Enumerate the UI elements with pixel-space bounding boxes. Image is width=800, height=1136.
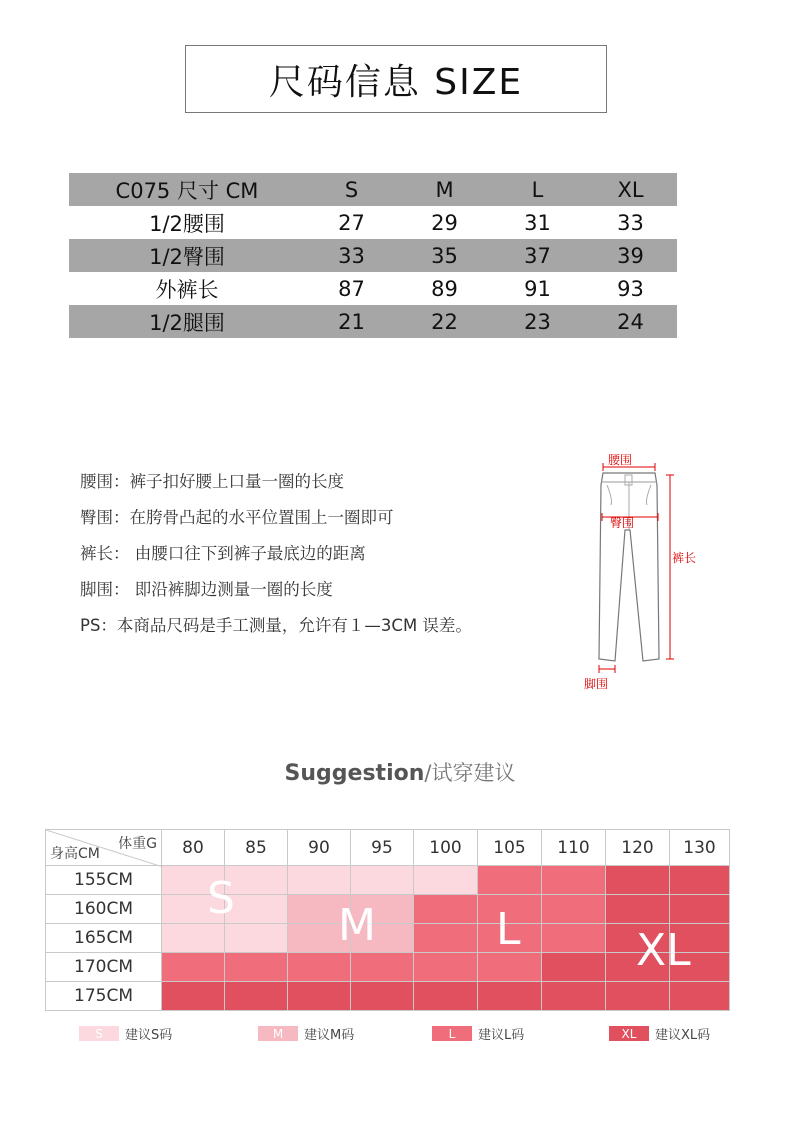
suggestion-title-en: Suggestion <box>284 761 425 786</box>
big-letter-xl: XL <box>636 925 691 976</box>
row-label: 1/2腿围 <box>149 310 225 335</box>
header-cell: XL <box>617 177 644 202</box>
header-cell: S <box>344 177 359 202</box>
grid-cell <box>670 982 730 1011</box>
note-ps: PS：本商品尺码是手工测量，允许有１—3CM 误差。 <box>80 616 472 635</box>
weight-header: 110 <box>542 829 606 866</box>
header-cell: M <box>435 177 454 202</box>
grid-cell <box>414 924 478 953</box>
grid-row <box>45 953 730 982</box>
suggestion-title-zh: /试穿建议 <box>424 761 516 785</box>
legend-swatch: S <box>79 1026 119 1041</box>
grid-corner <box>45 829 162 866</box>
grid-cell <box>351 953 414 982</box>
grid-row <box>45 895 730 924</box>
table-cell: 21 <box>338 309 365 334</box>
table-cell: 37 <box>524 243 551 268</box>
height-label: 170CM <box>45 953 162 982</box>
grid-cell <box>414 895 478 924</box>
table-row <box>69 272 677 305</box>
weight-header: 120 <box>606 829 670 866</box>
corner-height-label: 身高CM <box>50 846 100 862</box>
note-length: 裤长： 由腰口往下到裤子最底边的距离 <box>80 544 366 563</box>
weight-header: 130 <box>670 829 730 866</box>
page-title: 尺码信息 SIZE <box>185 45 607 113</box>
table-cell: 93 <box>617 276 644 301</box>
grid-cell <box>162 953 225 982</box>
grid-cell <box>478 982 542 1011</box>
row-label: 外裤长 <box>155 277 219 302</box>
label-hip: 臀围 <box>610 516 635 530</box>
corner-weight-label: 体重G <box>118 836 157 852</box>
weight-header: 100 <box>414 829 478 866</box>
grid-cell <box>288 866 351 895</box>
table-cell: 39 <box>617 243 644 268</box>
table-row <box>69 206 677 239</box>
legend-swatch: XL <box>609 1026 649 1041</box>
note-waist: 腰围：裤子扣好腰上口量一圈的长度 <box>80 472 344 491</box>
grid-cell <box>606 982 670 1011</box>
table-cell: 29 <box>431 210 458 235</box>
label-length: 裤长 <box>672 551 697 565</box>
table-cell: 87 <box>338 276 365 301</box>
row-label: 1/2腰围 <box>149 211 225 236</box>
suggestion-grid <box>45 829 730 1011</box>
grid-cell <box>414 982 478 1011</box>
grid-cell <box>542 924 606 953</box>
table-cell: 35 <box>431 243 458 268</box>
grid-cell <box>542 982 606 1011</box>
table-cell: 22 <box>431 309 458 334</box>
legend-item-m <box>258 1024 354 1043</box>
grid-cell <box>670 866 730 895</box>
table-row <box>69 305 677 338</box>
grid-cell <box>606 866 670 895</box>
size-table <box>69 173 677 338</box>
note-hip: 臀围：在胯骨凸起的水平位置围上一圈即可 <box>80 508 394 527</box>
legend-item-xl <box>609 1024 710 1043</box>
grid-cell <box>225 924 288 953</box>
grid-cell <box>478 866 542 895</box>
grid-row <box>45 866 730 895</box>
table-cell: 33 <box>617 210 644 235</box>
header-cell: L <box>531 177 544 202</box>
grid-cell <box>351 982 414 1011</box>
grid-row <box>45 982 730 1011</box>
diagram-labels <box>575 445 725 695</box>
weight-header: 105 <box>478 829 542 866</box>
grid-row <box>45 924 730 953</box>
weight-header: 85 <box>225 829 288 866</box>
weight-header: 95 <box>351 829 414 866</box>
table-cell: 33 <box>338 243 365 268</box>
grid-cell <box>414 866 478 895</box>
pants-diagram <box>575 445 725 695</box>
grid-cell <box>542 866 606 895</box>
grid-body <box>45 866 730 1011</box>
size-table-header <box>69 173 677 206</box>
size-legend <box>0 1024 800 1044</box>
big-letter-m: M <box>338 900 376 951</box>
table-row <box>69 239 677 272</box>
legend-label: 建议M码 <box>304 1028 355 1043</box>
grid-cell <box>162 982 225 1011</box>
table-cell: 89 <box>431 276 458 301</box>
table-cell: 27 <box>338 210 365 235</box>
legend-label: 建议S码 <box>125 1028 173 1043</box>
grid-header-row <box>45 829 730 866</box>
table-cell: 91 <box>524 276 551 301</box>
height-label: 160CM <box>45 895 162 924</box>
table-cell: 24 <box>617 309 644 334</box>
table-cell: 23 <box>524 309 551 334</box>
legend-label: 建议L码 <box>478 1028 525 1043</box>
big-letter-s: S <box>207 873 235 924</box>
height-label: 165CM <box>45 924 162 953</box>
measurement-notes <box>80 468 472 648</box>
grid-cell <box>670 895 730 924</box>
grid-cell <box>606 895 670 924</box>
weight-header: 90 <box>288 829 351 866</box>
legend-item-s <box>79 1024 172 1043</box>
big-letter-l: L <box>496 904 521 955</box>
grid-cell <box>162 924 225 953</box>
grid-cell <box>288 982 351 1011</box>
row-label: 1/2臀围 <box>149 244 225 269</box>
grid-cell <box>225 953 288 982</box>
label-waist: 腰围 <box>608 453 633 467</box>
note-hem: 脚围： 即沿裤脚边测量一圈的长度 <box>80 580 333 599</box>
height-label: 175CM <box>45 982 162 1011</box>
grid-cell <box>478 953 542 982</box>
legend-item-l <box>432 1024 524 1043</box>
grid-cell <box>414 953 478 982</box>
grid-cell <box>288 953 351 982</box>
legend-label: 建议XL码 <box>655 1028 711 1043</box>
grid-cell <box>351 866 414 895</box>
header-cell: C075 尺寸 CM <box>115 178 259 203</box>
suggestion-heading <box>0 757 800 787</box>
legend-swatch: M <box>258 1026 298 1041</box>
grid-cell <box>542 953 606 982</box>
grid-cell <box>225 982 288 1011</box>
grid-cell <box>542 895 606 924</box>
weight-header: 80 <box>162 829 225 866</box>
label-hem: 脚围 <box>584 677 609 691</box>
table-cell: 31 <box>524 210 551 235</box>
legend-swatch: L <box>432 1026 472 1041</box>
height-label: 155CM <box>45 866 162 895</box>
